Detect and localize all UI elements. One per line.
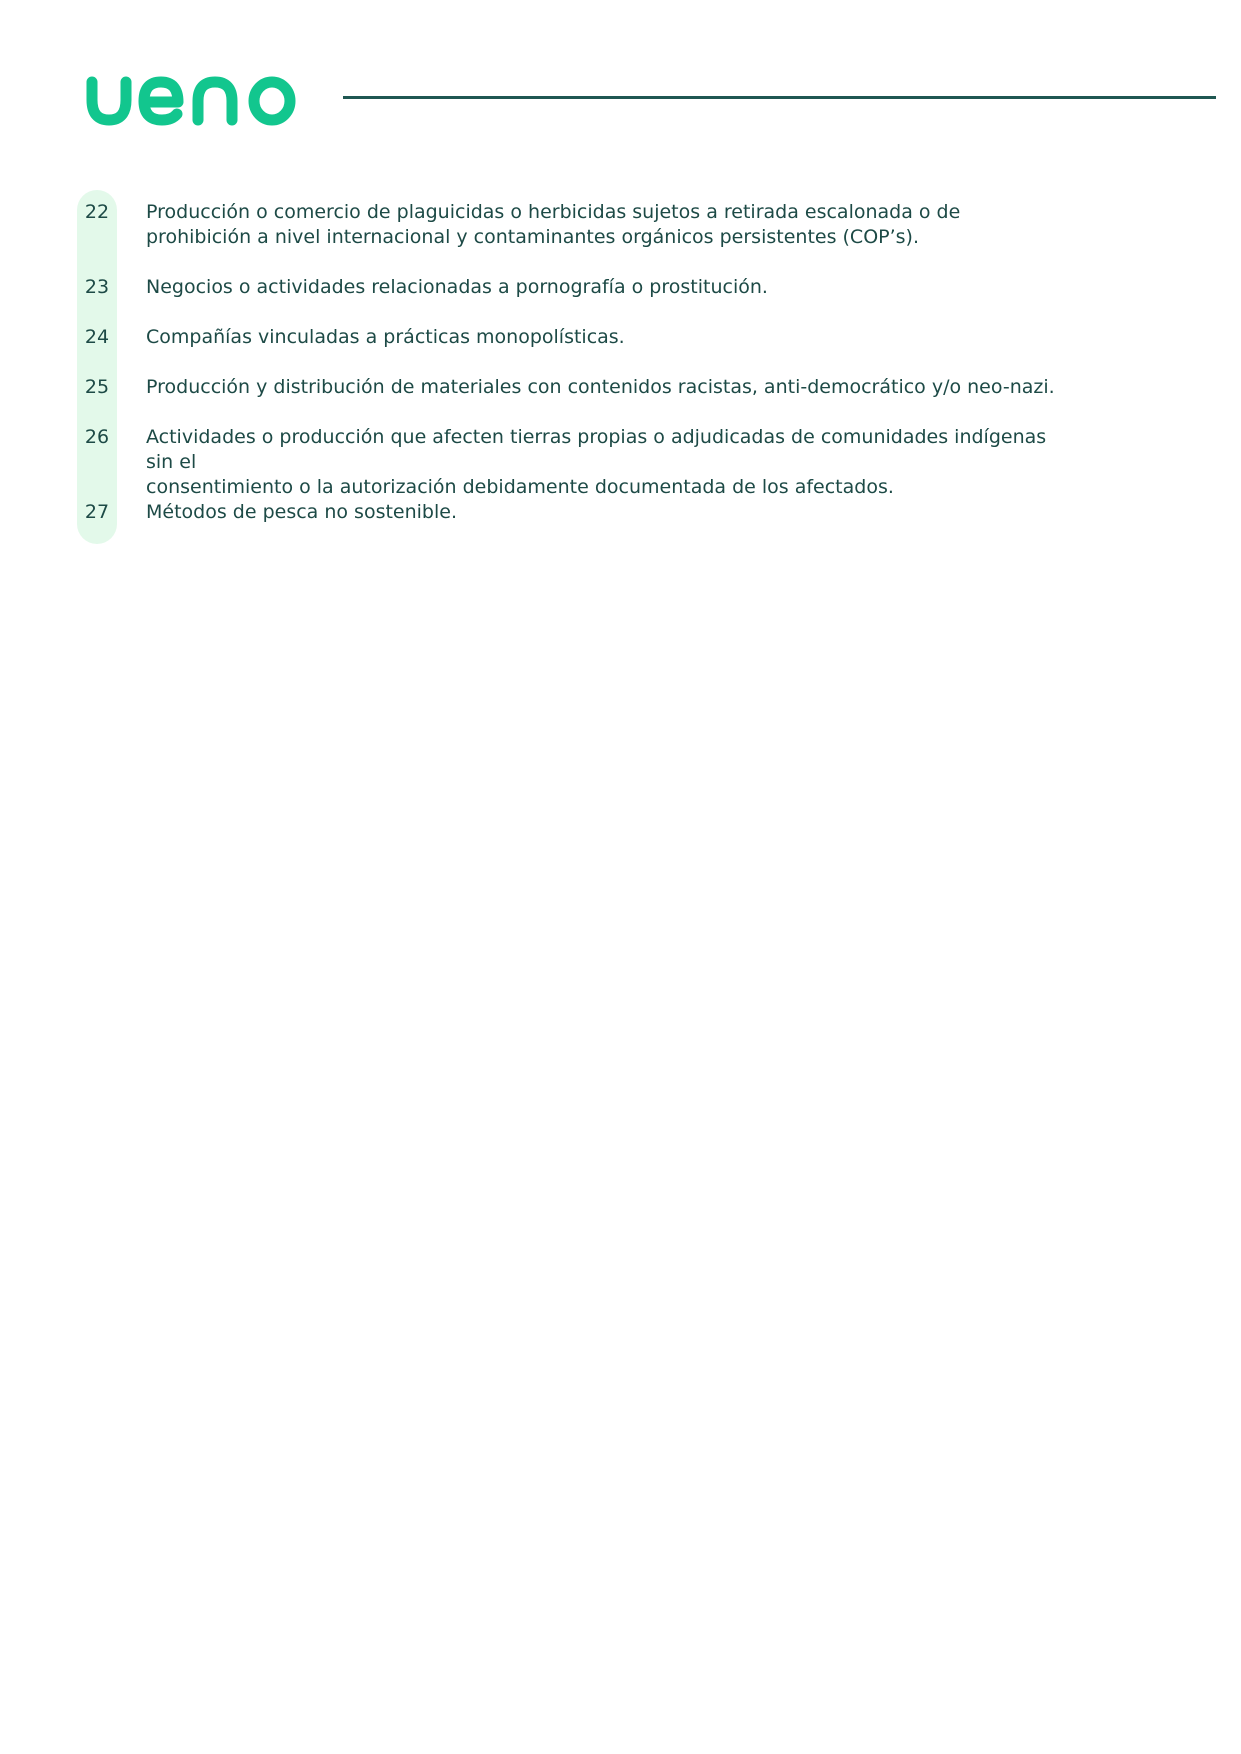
item-number: 25 xyxy=(84,376,110,398)
item-number: 26 xyxy=(84,426,110,448)
item-text xyxy=(146,425,1066,500)
item-text xyxy=(146,500,1066,525)
item-number: 22 xyxy=(84,201,110,223)
item-text-line: prohibición a nivel internacional y contaminantes orgánicos persistentes (COP’s). xyxy=(146,226,919,248)
item-text-line: Métodos de pesca no sostenible. xyxy=(146,501,458,523)
item-number: 27 xyxy=(84,501,110,523)
item-text xyxy=(146,200,1066,250)
item-text xyxy=(146,275,1066,300)
number-column-highlight xyxy=(77,190,117,544)
item-text-line: Actividades o producción que afecten tierras propias o adjudicadas de comunidades indígenas sin el xyxy=(146,426,1047,473)
item-text-line: consentimiento o la autorización debidamente documentada de los afectados. xyxy=(146,476,894,498)
item-text-line: Compañías vinculadas a prácticas monopolísticas. xyxy=(146,326,625,348)
ueno-logo xyxy=(84,64,300,128)
item-text xyxy=(146,375,1066,400)
item-number: 24 xyxy=(84,326,110,348)
header-rule xyxy=(343,96,1216,99)
item-text-line: Producción o comercio de plaguicidas o herbicidas sujetos a retirada escalonada o de xyxy=(146,201,961,223)
item-text-line: Negocios o actividades relacionadas a pornografía o prostitución. xyxy=(146,276,768,298)
item-text-line: Producción y distribución de materiales con contenidos racistas, anti-democrático y/o neo-nazi. xyxy=(146,376,1055,398)
item-text xyxy=(146,325,1066,350)
item-number: 23 xyxy=(84,276,110,298)
